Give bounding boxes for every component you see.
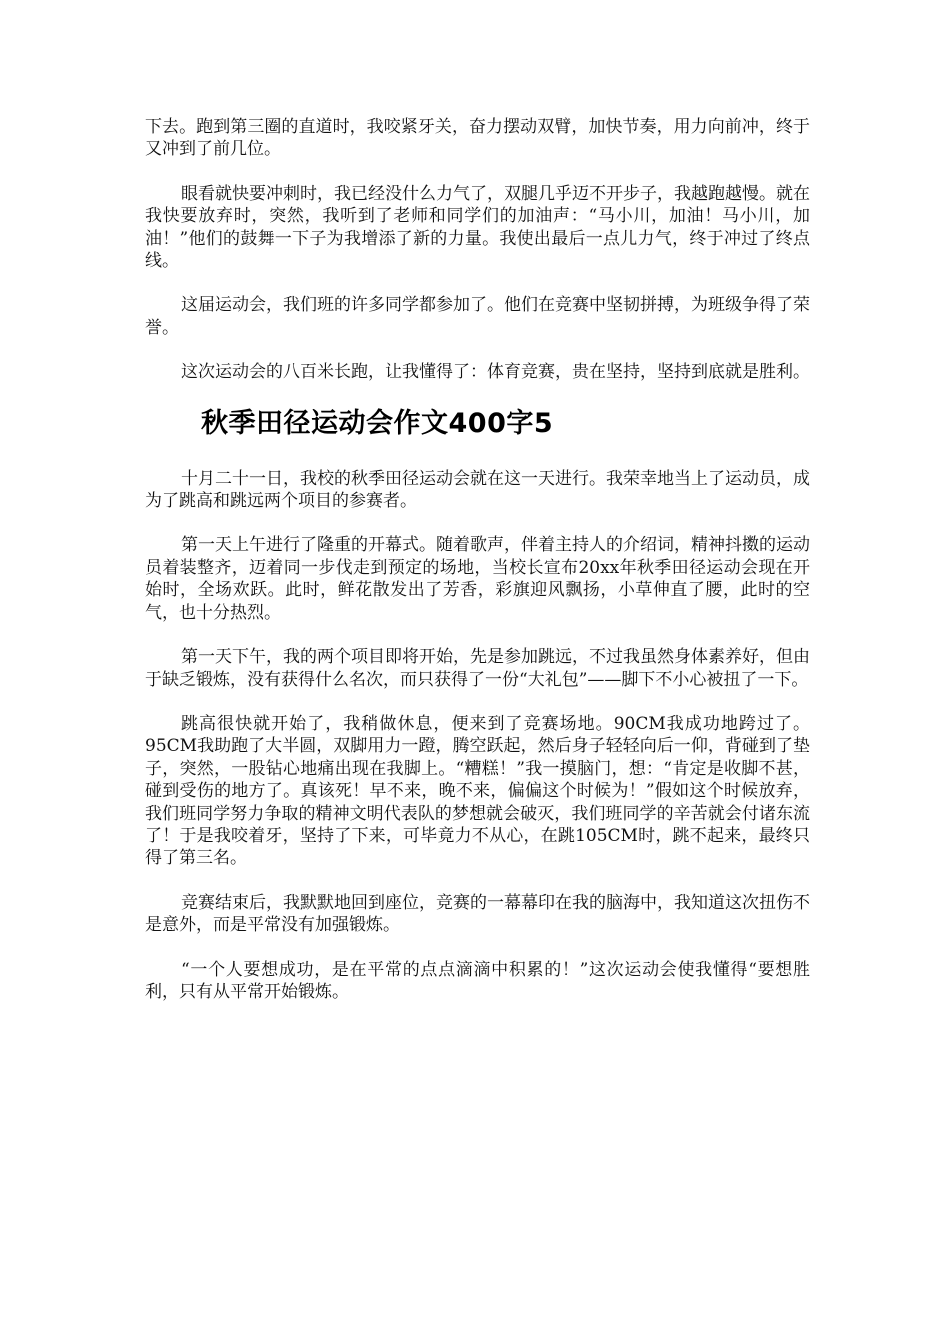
paragraph: 第一天上午进行了隆重的开幕式。随着歌声，伴着主持人的介绍词，精神抖擞的运动员着装整齐，迈着同一步伐走到预定的场地，当校长宣布20xx年秋季田径运动会现在开始时，全场欢跃。此时，鲜花散发出了芳香，彩旗迎风飘扬，小草伸直了腰，此时的空气，也十分热烈。 — [145, 535, 810, 623]
paragraph: “一个人要想成功，是在平常的点点滴滴中积累的！”这次运动会使我懂得“要想胜利，只有从平常开始锻炼。 — [145, 959, 810, 1002]
paragraph: 这届运动会，我们班的许多同学都参加了。他们在竞赛中坚韧拼搏，为班级争得了荣誉。 — [145, 295, 810, 338]
paragraph: 这次运动会的八百米长跑，让我懂得了：体育竞赛，贵在坚持，坚持到底就是胜利。 — [181, 362, 810, 383]
paragraph: 第一天下午，我的两个项目即将开始，先是参加跳远，不过我虽然身体素养好，但由于缺乏锻炼，没有获得什么名次，而只获得了一份“大礼包”——脚下不小心被扭了一下。 — [145, 647, 810, 690]
section-heading: 秋季田径运动会作文400字5 — [201, 407, 554, 439]
paragraph: 眼看就快要冲刺时，我已经没什么力气了，双腿几乎迈不开步子，我越跑越慢。就在我快要放弃时，突然，我听到了老师和同学们的加油声：“马小川，加油！马小川，加油！”他们的鼓舞一下子为我增添了新的力量。我使出最后一点儿力气，终于冲过了终点线。 — [145, 183, 810, 272]
paragraph-continuation: 下去。跑到第三圈的直道时，我咬紧牙关，奋力摆动双臂，加快节奏，用力向前冲，终于又冲到了前几位。 — [145, 117, 810, 160]
document-body — [145, 116, 810, 1025]
paragraph: 竞赛结束后，我默默地回到座位，竞赛的一幕幕印在我的脑海中，我知道这次扭伤不是意外，而是平常没有加强锻炼。 — [145, 892, 810, 936]
paragraph: 十月二十一日，我校的秋季田径运动会就在这一天进行。我荣幸地当上了运动员，成为了跳高和跳远两个项目的参赛者。 — [145, 468, 810, 512]
paragraph: 跳高很快就开始了，我稍做休息，便来到了竞赛场地。90CM我成功地跨过了。95CM我助跑了大半圆，双脚用力一蹬，腾空跃起，然后身子轻轻向后一仰，背碰到了垫子，突然，一股钻心地痛出现在我脚上。“糟糕！”我一摸脑门，想：“肯定是收脚不甚，碰到受伤的地方了。真该死！早不来，晚不来，偏偏这个时候为！”假如这个时候放弃，我们班同学努力争取的精神文明代表队的梦想就会破灭，我们班同学的辛苦就会付诸东流了！于是我咬着牙，坚持了下来，可毕竟力不从心，在跳105CM时，跳不起来，最终只得了第三名。 — [145, 713, 810, 869]
